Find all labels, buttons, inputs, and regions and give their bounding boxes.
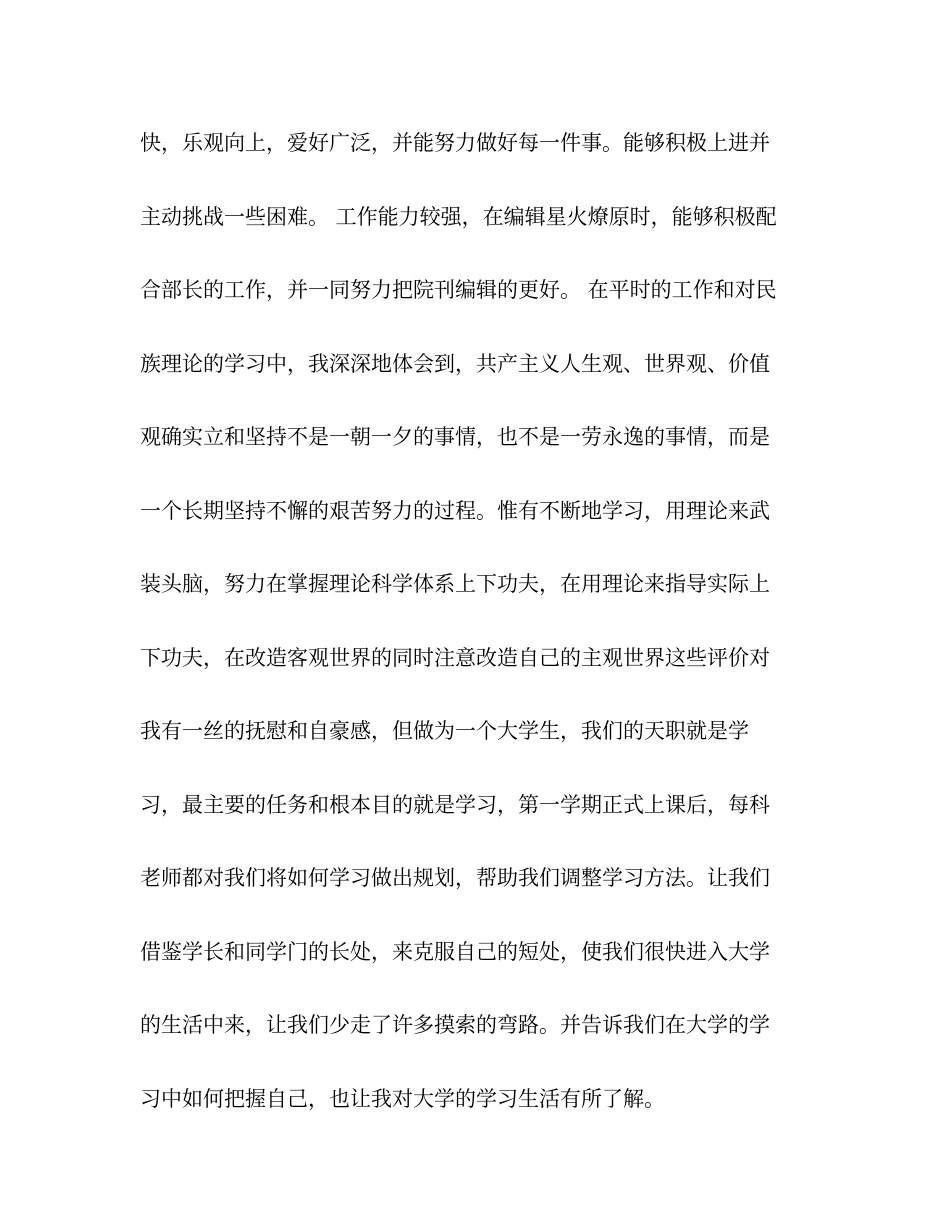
text-line: 习，最主要的任务和根本目的就是学习，第一学期正式上课后，每科 bbox=[140, 792, 770, 817]
text-line: 族理论的学习中，我深深地体会到，共产主义人生观、世界观、价值 bbox=[140, 351, 770, 376]
text-line: 快，乐观向上，爱好广泛，并能努力做好每一件事。能够积极上进并 bbox=[140, 131, 770, 155]
text-line: 的生活中来，让我们少走了许多摸索的弯路。并告诉我们在大学的学 bbox=[140, 1013, 770, 1037]
text-line: 合部长的工作，并一同努力把院刊编辑的更好。 在平时的工作和对民 bbox=[140, 278, 777, 302]
text-line: 老师都对我们将如何学习做出规划，帮助我们调整学习方法。让我们 bbox=[140, 866, 770, 890]
text-line: 借鉴学长和同学门的长处，来克服自己的短处，使我们很快进入大学 bbox=[140, 939, 770, 964]
text-line: 装头脑，努力在掌握理论科学体系上下功夫，在用理论来指导实际上 bbox=[140, 572, 770, 596]
body-text bbox=[140, 123, 820, 1152]
text-line: 观确实立和坚持不是一朝一夕的事情，也不是一劳永逸的事情，而是 bbox=[140, 425, 770, 449]
text-line: 下功夫，在改造客观世界的同时注意改造自己的主观世界这些评价对 bbox=[140, 645, 770, 670]
text-line: 主动挑战一些困难。 工作能力较强，在编辑星火燎原时，能够积极配 bbox=[140, 204, 777, 229]
text-line: 我有一丝的抚慰和自豪感，但做为一个大学生，我们的天职就是学 bbox=[140, 719, 749, 743]
text-line: 一个长期坚持不懈的艰苦努力的过程。惟有不断地学习，用理论来武 bbox=[140, 498, 770, 523]
text-line: 习中如何把握自己，也让我对大学的学习生活有所了解。 bbox=[140, 1086, 665, 1111]
